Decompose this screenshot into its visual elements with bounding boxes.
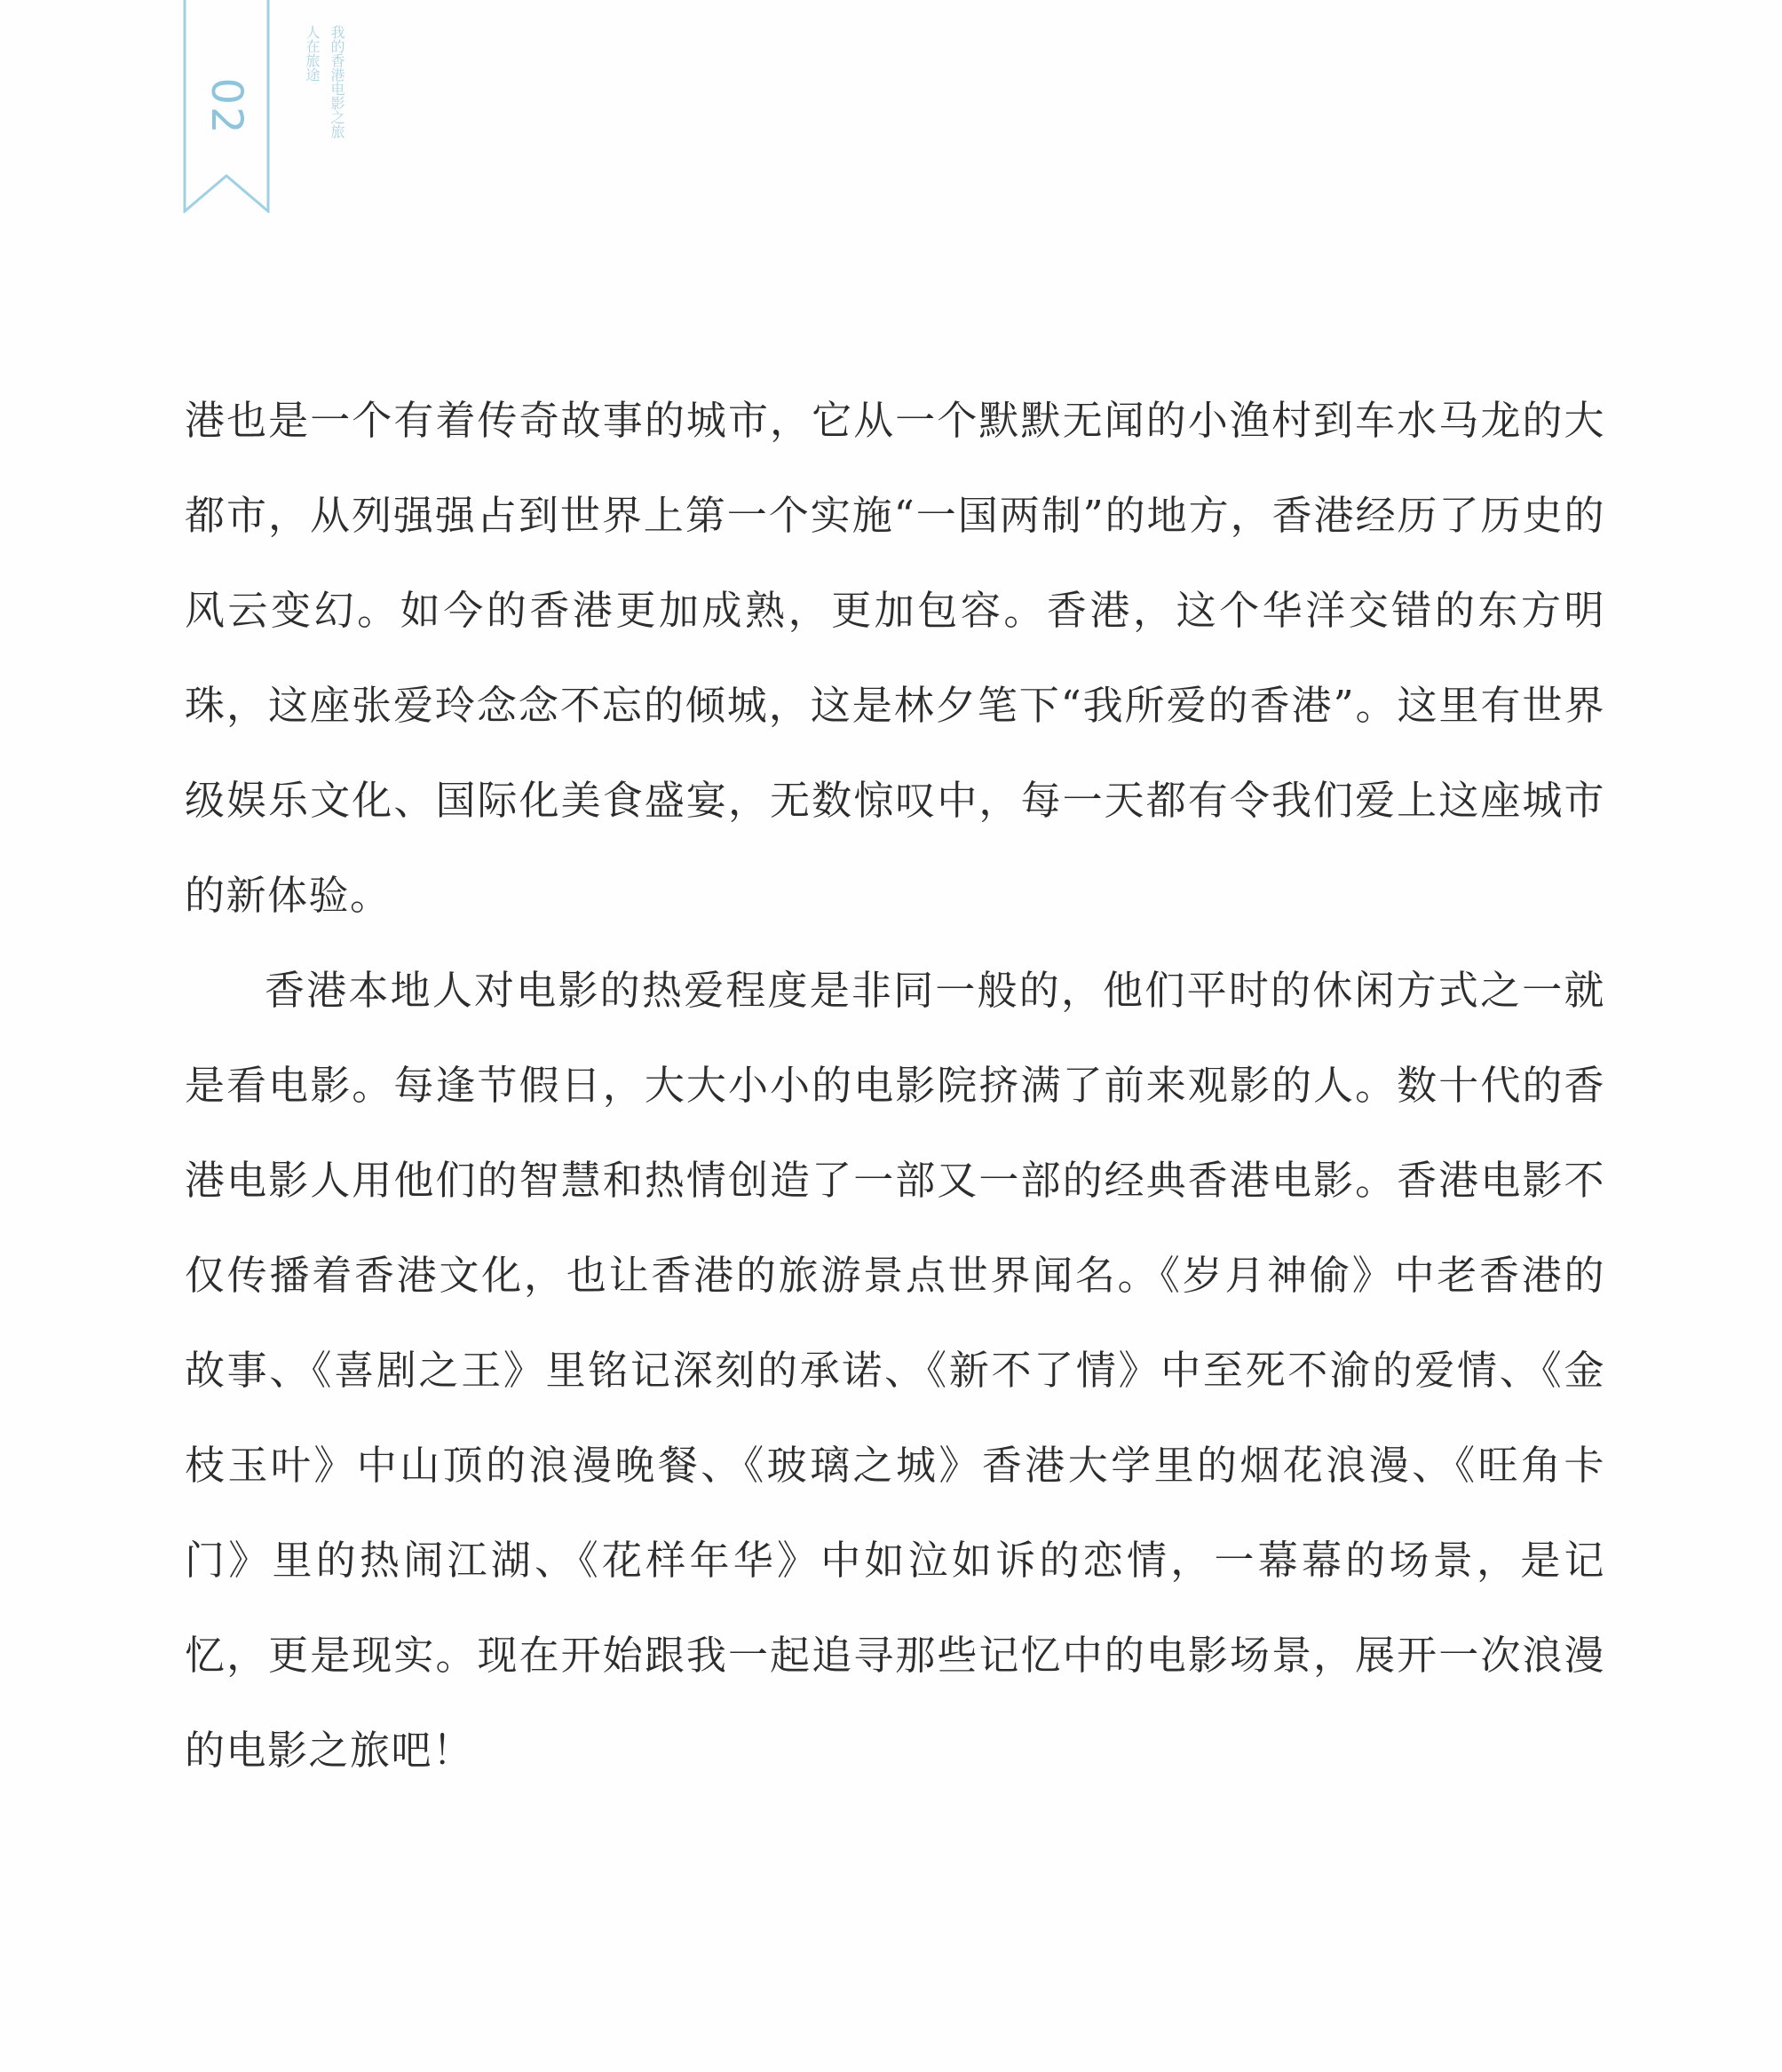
chapter-caption-line1: 人在旅途 (304, 25, 321, 82)
paragraph-2: 香港本地人对电影的热爱程度是非同一般的，他们平时的休闲方式之一就是看电影。每逢节假日，大大小小的电影院挤满了前来观影的人。数十代的香港电影人用他们的智慧和热情创造了一部又一部的经典香港电影。香港电影不仅传播着香港文化，也让香港的旅游景点世界闻名。《岁月神偷》中老香港的故事、《喜剧之王》里铭记深刻的承诺、《新不了情》中至死不渝的爱情、《金枝玉叶》中山顶的浪漫晚餐、《玻璃之城》香港大学里的烟花浪漫、《旺角卡门》里的热闹江湖、《花样年华》中如泣如诉的恋情，一幕幕的场景，是记忆，更是现实。现在开始跟我一起追寻那些记忆中的电影场景，展开一次浪漫的电影之旅吧！ (185, 967, 1605, 1774)
page-number: 02 (202, 77, 251, 136)
paragraph-1: 港也是一个有着传奇故事的城市，它从一个默默无闻的小渔村到车水马龙的大都市，从列强强占到世界上第一个实施“一国两制”的地方，香港经历了历史的风云变幻。如今的香港更加成熟，更加包容。香港，这个华洋交错的东方明珠，这座张爱玲念念不忘的倾城，这是林夕笔下“我所爱的香港”。这里有世界级娱乐文化、国际化美食盛宴，无数惊叹中，每一天都有令我们爱上这座城市的新体验。 (185, 397, 1605, 919)
body-text (185, 373, 1605, 1798)
chapter-caption (302, 25, 355, 202)
chapter-caption-line2: 我的香港电影之旅 (329, 25, 345, 138)
